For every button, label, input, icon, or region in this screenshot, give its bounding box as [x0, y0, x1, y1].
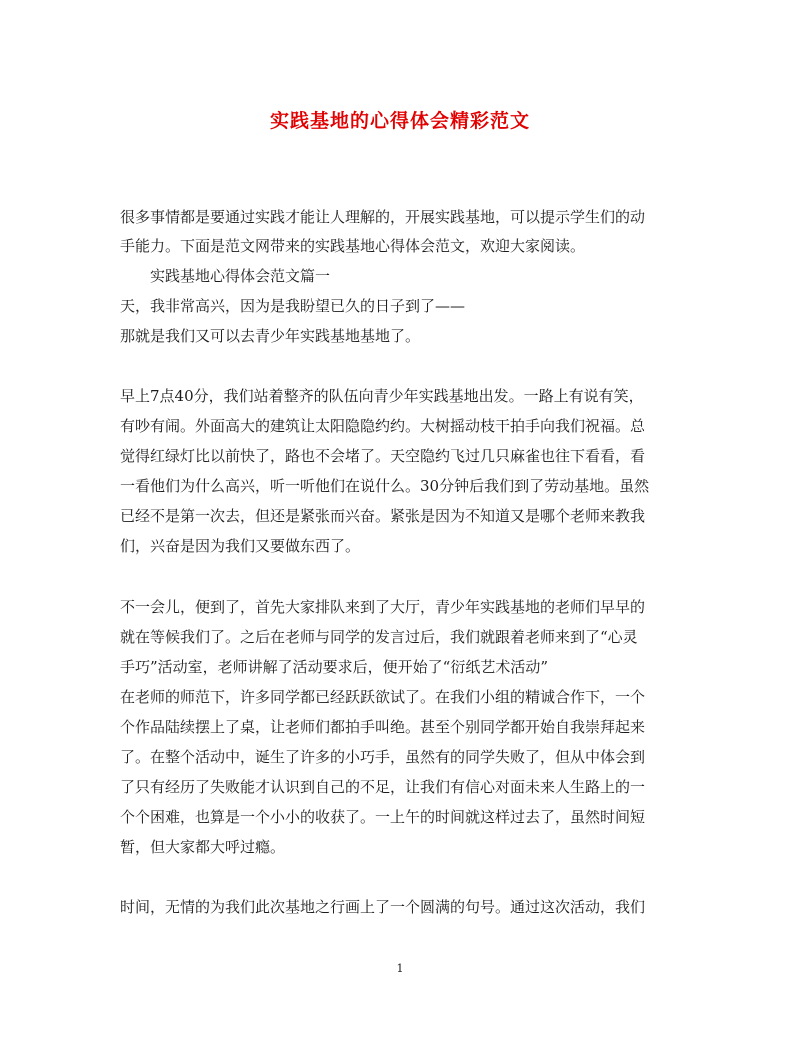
text-line: 时间，无情的为我们此次基地之行画上了一个圆满的句号。通过这次活动，我们	[120, 898, 646, 916]
text-line: 那就是我们又可以去青少年实践基地基地了。	[120, 327, 421, 345]
page-number: 1	[396, 962, 404, 975]
text-line: 已经不是第一次去，但还是紧张而兴奋。紧张是因为不知道又是哪个老师来教我	[120, 507, 646, 525]
text-line: 了。在整个活动中，诞生了许多的小巧手，虽然有的同学失败了，但从中体会到	[120, 748, 646, 766]
text-line: 不一会儿，便到了，首先大家排队来到了大厅，青少年实践基地的老师们早早的	[120, 598, 646, 616]
text-line: 觉得红绿灯比以前快了，路也不会堵了。天空隐约飞过几只麻雀也往下看看，看	[120, 447, 646, 465]
text-line: 手巧”活动室，老师讲解了活动要求后，便开始了“衍纸艺术活动”	[120, 658, 549, 676]
text-line: 很多事情都是要通过实践才能让人理解的，开展实践基地，可以提示学生们的动	[120, 208, 646, 226]
text-line: 在老师的师范下，许多同学都已经跃跃欲试了。在我们小组的精诚合作下，一个	[120, 688, 646, 706]
text-line: 个作品陆续摆上了桌，让老师们都拍手叫绝。甚至个别同学都开始自我崇拜起来	[120, 718, 646, 736]
text-line: 天，我非常高兴，因为是我盼望已久的日子到了——	[120, 297, 466, 315]
text-line: 一看他们为什么高兴，听一听他们在说什么。30分钟后我们到了劳动基地。虽然	[120, 477, 650, 495]
text-line: 有吵有闹。外面高大的建筑让太阳隐隐约约。大树摇动枝干拍手向我们祝福。总	[120, 417, 646, 435]
text-line: 就在等候我们了。之后在老师与同学的发言过后，我们就跟着老师来到了“心灵	[120, 628, 638, 646]
section-heading: 实践基地心得体会范文篇一	[150, 267, 331, 285]
text-line: 暂，但大家都大呼过瘾。	[120, 838, 286, 856]
text-line: 了只有经历了失败能才认识到自己的不足，让我们有信心对面未来人生路上的一	[120, 778, 646, 796]
text-line: 手能力。下面是范文网带来的实践基地心得体会范文，欢迎大家阅读。	[120, 237, 586, 255]
document-title: 实践基地的心得体会精彩范文	[269, 110, 530, 132]
text-line: 们，兴奋是因为我们又要做东西了。	[120, 537, 361, 555]
text-line: 个个困难，也算是一个小小的收获了。一上午的时间就这样过去了，虽然时间短	[120, 808, 646, 826]
text-line: 早上7点40分，我们站着整齐的队伍向青少年实践基地出发。一路上有说有笑，	[120, 387, 644, 405]
